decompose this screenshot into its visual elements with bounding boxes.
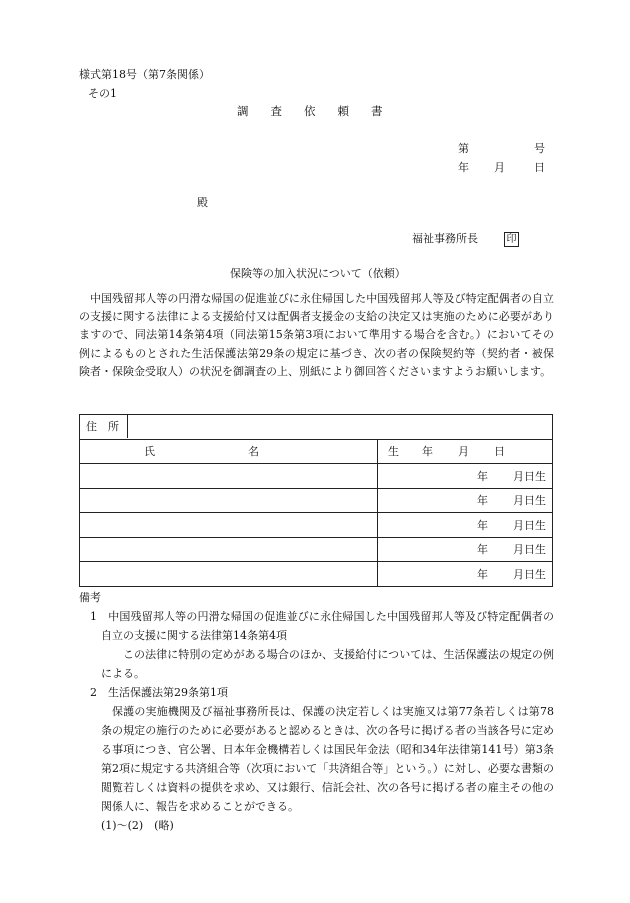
name-cell xyxy=(80,562,378,587)
date-month: 月 xyxy=(494,161,505,174)
title-char: 依 xyxy=(304,104,316,118)
dob-header-char: 日 xyxy=(494,445,505,459)
addressee-honorific: 殿 xyxy=(197,196,208,209)
dob-month: 月 xyxy=(513,543,524,557)
table-row xyxy=(80,513,553,538)
date-day: 日 xyxy=(534,161,545,174)
dob-year: 年 xyxy=(477,567,488,581)
note-2-title: 2 生活保護法第29条第1項 xyxy=(90,686,228,699)
dob-header-char: 年 xyxy=(422,445,433,459)
notes-section xyxy=(79,588,554,835)
dob-header-char: 生 xyxy=(388,445,399,459)
dob-month: 月 xyxy=(513,469,524,483)
seal-mark: 印 xyxy=(504,232,519,247)
dob-month: 月 xyxy=(513,518,524,532)
dob-year: 年 xyxy=(477,469,488,483)
note-2-sub: (1)～(2) (略) xyxy=(101,819,174,832)
dob-cell xyxy=(378,464,553,489)
request-body: 中国残留邦人等の円滑な帰国の促進並びに永住帰国した中国残留邦人等及び特定配偶者の自立の支援に関する法律による支援給付又は配偶者支援金の支給の決定又は実施のために必要がありますので、同法第14条第4項（同法第15条第3項において準用する場合を含む。）においてその例によるものとされた生活保護法第29条の規定に基づき、次の者の保険契約等（契約者・被保険者・保険金受取人）の状況を御調査の上、別紙により御回答くださいますようお願いします。 xyxy=(79,292,554,378)
title-char: 調 xyxy=(237,104,249,118)
document-number xyxy=(458,140,545,156)
dob-cell xyxy=(378,537,553,562)
note-2-body: 保護の実施機関及び福祉事務所長は、保護の決定若しくは実施又は第77条若しくは第78条の規定の施行のために必要があると認めるときは、次の各号に掲げる者の当該各号に定める事項につき、官公署、日本年金機構若しくは国民年金法（昭和34年法律第141号）第3条第2項に規定する共済組合等（次項において「共済組合等」という。）に対し、必要な書類の閲覧若しくは資料の提供を求め、又は銀行、信託会社、次の各号に掲げる者の雇主その他の関係人に、報告を求めることができる。 xyxy=(101,705,554,813)
dob-day: 日生 xyxy=(524,494,546,508)
date-year: 年 xyxy=(458,161,469,174)
table-header-row xyxy=(80,439,553,464)
notes-heading: 備考 xyxy=(79,591,101,604)
table-row xyxy=(80,537,553,562)
dob-header xyxy=(378,439,553,464)
dob-month: 月 xyxy=(513,494,524,508)
subject-persons-table xyxy=(79,414,553,587)
form-number: 様式第18号（第7条関係） xyxy=(79,68,210,81)
name-cell xyxy=(80,464,378,489)
dob-day: 日生 xyxy=(524,469,546,483)
subject-line: 保険等の加入状況について（依頼） xyxy=(230,267,406,280)
doc-number-suffix: 号 xyxy=(534,142,545,155)
form-sub-number: その1 xyxy=(88,87,117,100)
dob-day: 日生 xyxy=(524,567,546,581)
sender-title: 福祉事務所長 xyxy=(412,232,478,245)
dob-cell xyxy=(378,562,553,587)
address-row xyxy=(80,415,553,440)
name-header-char: 名 xyxy=(248,445,259,459)
dob-header-char: 月 xyxy=(458,445,469,459)
dob-year: 年 xyxy=(477,543,488,557)
dob-day: 日生 xyxy=(524,543,546,557)
issue-date xyxy=(458,159,545,175)
name-cell xyxy=(80,488,378,513)
document-title xyxy=(237,103,383,119)
name-cell xyxy=(80,537,378,562)
dob-cell xyxy=(378,513,553,538)
note-1-title: 1 中国残留邦人等の円滑な帰国の促進並びに永住帰国した中国残留邦人等及び特定配偶者の自立の支援に関する法律第14条第4項 xyxy=(90,610,554,642)
title-char: 頼 xyxy=(337,104,349,118)
name-cell xyxy=(80,513,378,538)
dob-cell xyxy=(378,488,553,513)
note-1-body: この法律に特別の定めがある場合のほか、支援給付については、生活保護法の規定の例による。 xyxy=(101,648,554,680)
title-char: 書 xyxy=(371,104,383,118)
table-row xyxy=(80,464,553,489)
dob-day: 日生 xyxy=(524,518,546,532)
name-header-char: 氏 xyxy=(144,445,155,459)
dob-year: 年 xyxy=(477,494,488,508)
name-header xyxy=(80,439,378,464)
table-row xyxy=(80,562,553,587)
table-row xyxy=(80,488,553,513)
address-label: 住 所 xyxy=(86,415,128,438)
title-char: 査 xyxy=(270,104,282,118)
sender xyxy=(412,230,519,247)
dob-month: 月 xyxy=(513,567,524,581)
doc-number-prefix: 第 xyxy=(458,142,469,155)
dob-year: 年 xyxy=(477,518,488,532)
